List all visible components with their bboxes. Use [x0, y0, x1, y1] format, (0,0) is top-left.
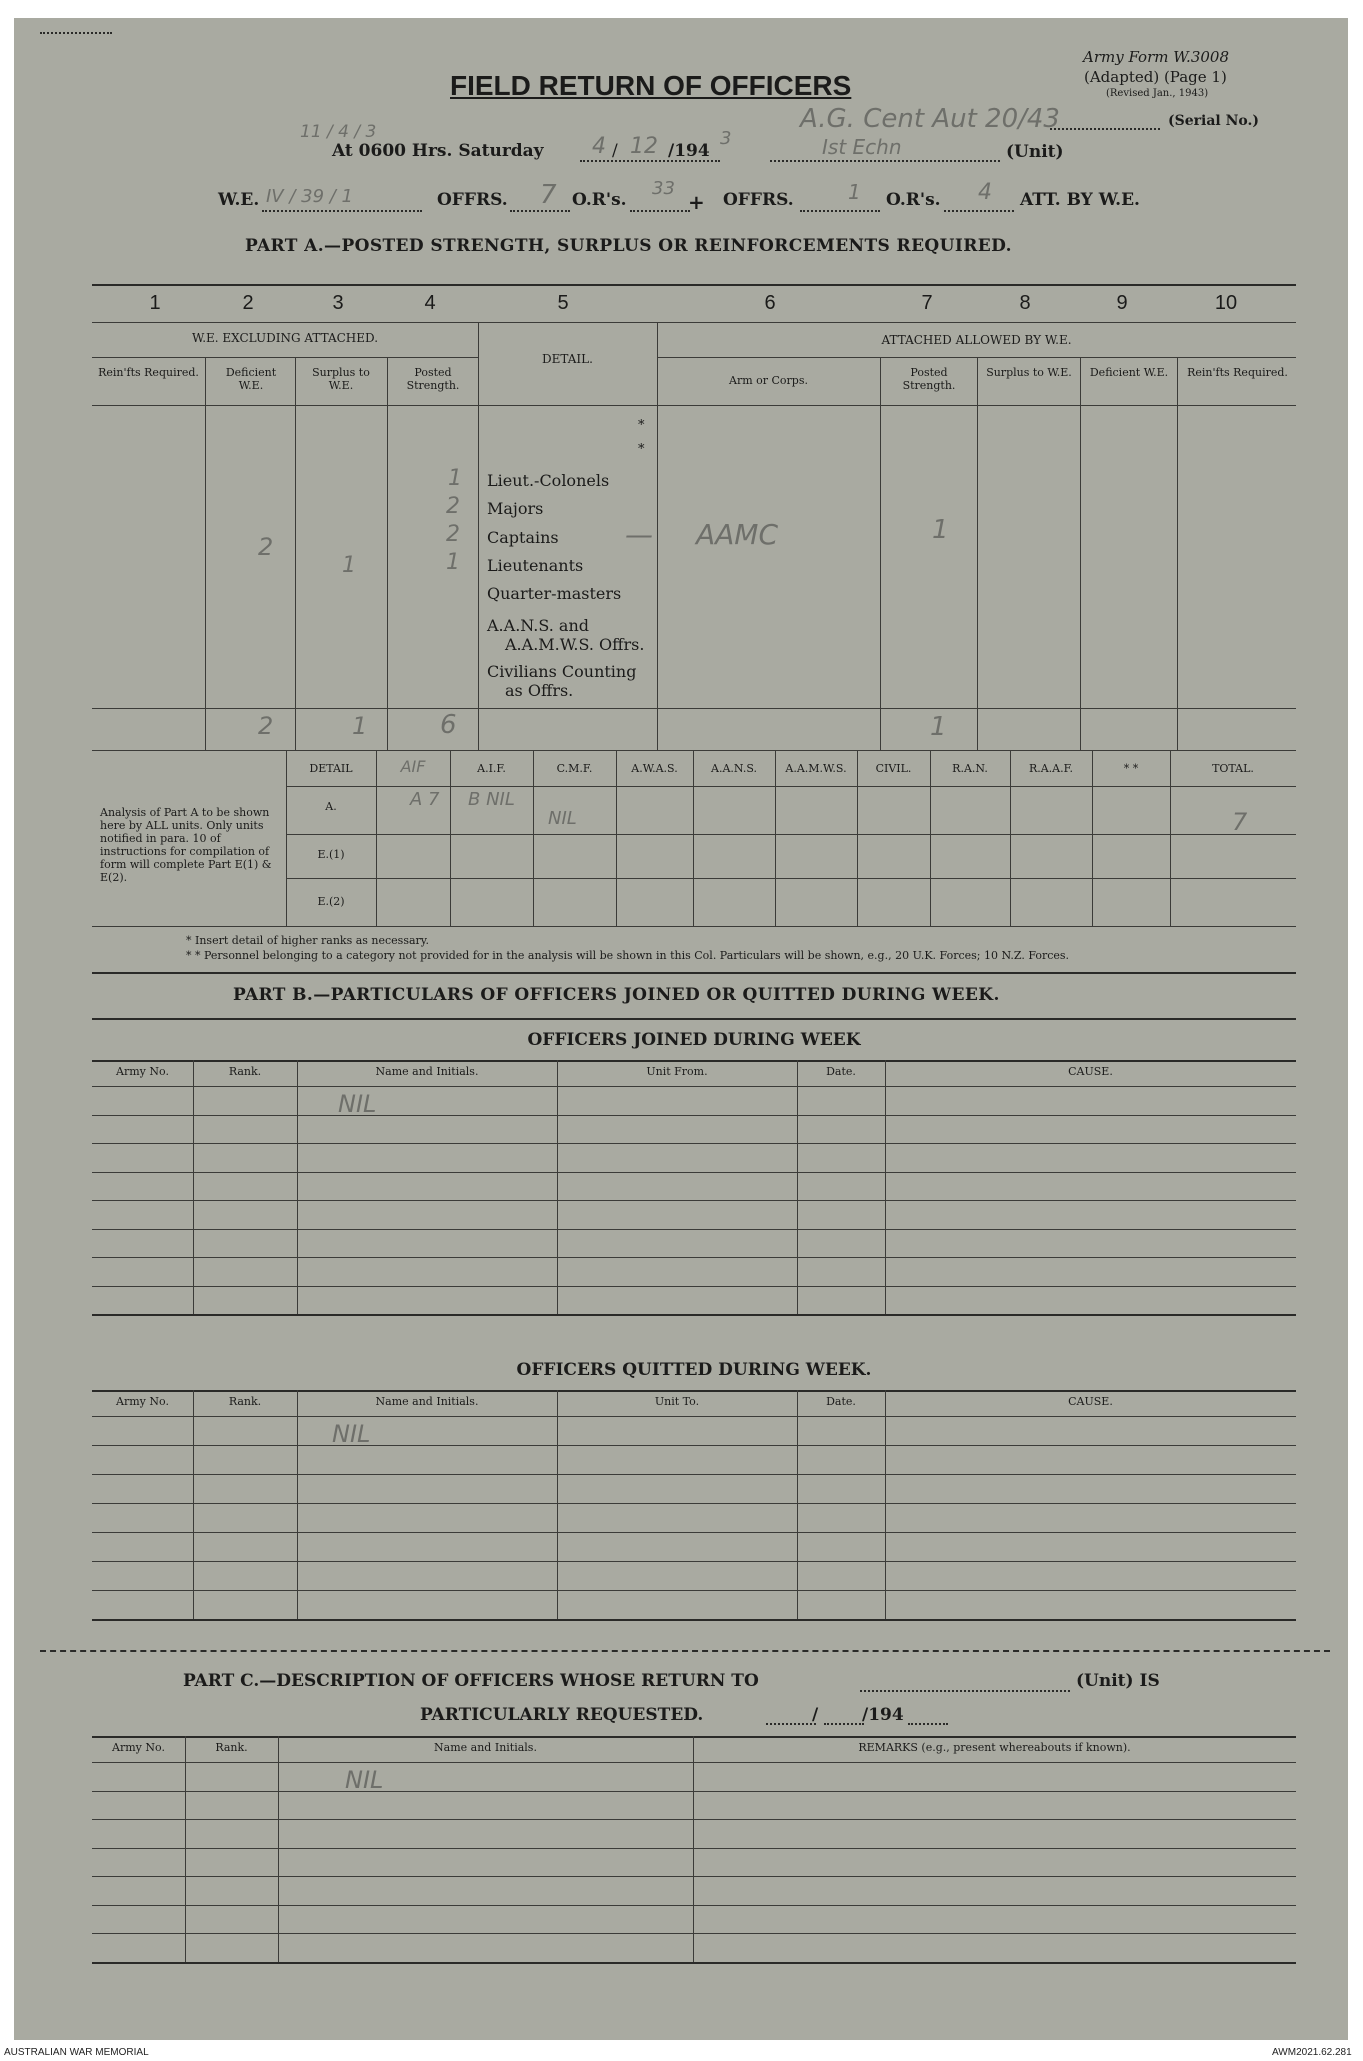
detail-header: DETAIL.: [542, 352, 593, 366]
ors2-value: 4: [978, 180, 992, 205]
col-number-5: 5: [557, 292, 569, 314]
unit-label: (Unit): [1006, 142, 1064, 162]
analysis-header-9: R.A.A.F.: [1028, 762, 1074, 775]
star-2: *: [638, 442, 645, 457]
header-att-posted-strength: Posted Strength.: [902, 366, 956, 392]
joined-table-header-0: Army No.: [116, 1065, 169, 1078]
header-reinfts-required: Rein'fts Required.: [98, 366, 199, 379]
header-surplus-we: Surplus to W.E.: [312, 366, 370, 392]
analysis-header-4: A.W.A.S.: [631, 762, 678, 775]
page-title: FIELD RETURN OF OFFICERS: [450, 70, 852, 101]
attached-allowed-by-we: ATTACHED ALLOWED BY W.E.: [881, 333, 1072, 347]
part-c-line1: PART C.—DESCRIPTION OF OFFICERS WHOSE RETURN TO: [183, 1671, 759, 1691]
hw-analysis-aif2: B NIL: [468, 789, 515, 810]
offrs-value: 7: [540, 180, 557, 210]
hw-total-deficient: 2: [258, 712, 274, 740]
unit-handwritten-2: Ist Echn: [822, 135, 902, 159]
hw-deficient: 2: [258, 533, 274, 561]
col-number-9: 9: [1116, 292, 1128, 314]
hw-total-posted: 6: [440, 710, 457, 740]
analysis-note: Analysis of Part A to be shown here by ALL units. Only units notified in para. 10 of instructions for compilation of form will complete Part E(1) & E(2).: [100, 806, 272, 884]
date-day: 4: [592, 134, 606, 159]
analysis-header-3: C.M.F.: [556, 762, 593, 775]
analysis-header-11: TOTAL.: [1212, 762, 1254, 775]
partc-table-header-3: REMARKS (e.g., present whereabouts if known).: [858, 1741, 1131, 1754]
analysis-header-10: * *: [1123, 762, 1139, 775]
ors2-label: O.R's.: [886, 190, 941, 210]
col-number-2: 2: [242, 292, 254, 314]
header-att-deficient-we: Deficient W.E.: [1089, 366, 1169, 379]
rank-civilians: Civilians Counting: [487, 662, 637, 681]
rank-captains: Captains: [487, 528, 559, 547]
analysis-header-7: CIVIL.: [875, 762, 912, 775]
serial-label: (Serial No.): [1168, 113, 1259, 129]
hw-arm-corps: AAMC: [696, 518, 779, 551]
partc-table-nil: NIL: [345, 1766, 384, 1794]
army-form-label: Army Form W.3008: [1083, 48, 1229, 66]
date-year: /194: [668, 141, 710, 161]
part-c-line2: PARTICULARLY REQUESTED.: [420, 1705, 704, 1725]
footnote-1: * Insert detail of higher ranks as necessary.: [186, 934, 430, 947]
footer-right: AWM2021.62.281: [1272, 2047, 1352, 2058]
analysis-header-1: AIF: [400, 757, 426, 776]
we-value: IV / 39 / 1: [266, 186, 353, 207]
quitted-table-header-1: Rank.: [228, 1395, 262, 1408]
joined-table-header-5: CAUSE.: [1068, 1065, 1113, 1078]
rank-quarter-masters: Quarter-masters: [487, 584, 622, 603]
footer-left: AUSTRALIAN WAR MEMORIAL: [4, 2047, 149, 2058]
tear-line: [40, 1650, 1330, 1652]
rank-aamws: A.A.M.W.S. Offrs.: [505, 635, 645, 654]
ors-value: 33: [652, 178, 675, 199]
hw-arm-line: —: [625, 518, 653, 551]
unit-handwritten: A.G. Cent Aut 20/43: [800, 104, 1060, 134]
quitted-table-header-5: CAUSE.: [1068, 1395, 1113, 1408]
header-att-surplus-we: Surplus to W.E.: [986, 366, 1072, 379]
partc-table-header-1: Rank.: [215, 1741, 248, 1754]
hw-total-arm-posted: 1: [930, 712, 947, 742]
quitted-title: OFFICERS QUITTED DURING WEEK.: [516, 1360, 872, 1380]
att-by-we: ATT. BY W.E.: [1020, 190, 1140, 210]
quitted-table-header-0: Army No.: [116, 1395, 169, 1408]
col-number-10: 10: [1214, 292, 1238, 314]
col-number-7: 7: [921, 292, 933, 314]
army-form-adapted: (Adapted) (Page 1): [1084, 68, 1227, 86]
quitted-table-header-2: Name and Initials.: [375, 1395, 479, 1408]
joined-table-header-4: Date.: [826, 1065, 856, 1078]
hw-surplus: 1: [342, 553, 356, 578]
part-c-year: /194: [862, 1705, 904, 1725]
analysis-row-e1: E.(1): [317, 848, 345, 861]
header-posted-strength: Posted Strength.: [406, 366, 460, 392]
unit-line: [770, 160, 1000, 162]
joined-title: OFFICERS JOINED DURING WEEK: [527, 1030, 861, 1050]
hw-total-surplus: 1: [352, 712, 368, 740]
hw-posted-lieutenants: 1: [446, 550, 460, 575]
col-number-8: 8: [1019, 292, 1031, 314]
rank-lieut-colonels: Lieut.-Colonels: [487, 471, 610, 490]
army-form-revised: (Revised Jan., 1943): [1106, 88, 1209, 99]
date-year-hw: 3: [720, 128, 732, 149]
analysis-header-5: A.A.N.S.: [711, 762, 757, 775]
quitted-table-header-4: Date.: [826, 1395, 856, 1408]
hw-posted-majors: 2: [446, 494, 460, 519]
hw-analysis-cmf: NIL: [548, 808, 577, 829]
offrs2-label: OFFRS.: [723, 190, 794, 210]
rank-aans: A.A.N.S. and: [487, 616, 589, 635]
analysis-row-a: A.: [325, 800, 337, 813]
col-number-4: 4: [424, 292, 436, 314]
col-number-6: 6: [764, 292, 776, 314]
hw-posted-captains: 2: [446, 522, 460, 547]
col-number-1: 1: [149, 292, 161, 314]
hw-analysis-aif: A 7: [410, 789, 440, 810]
plus-sign: +: [688, 190, 705, 214]
header-att-reinfts-required: Rein'fts Required.: [1187, 366, 1288, 379]
rank-lieutenants: Lieutenants: [487, 556, 584, 575]
we-line: [262, 210, 422, 212]
we-label: W.E.: [218, 190, 260, 210]
quitted-table-nil: NIL: [332, 1420, 371, 1448]
star-1: *: [638, 418, 645, 433]
analysis-header-8: R.A.N.: [952, 762, 988, 775]
offrs-label: OFFRS.: [437, 190, 508, 210]
we-excluding-attached: W.E. EXCLUDING ATTACHED.: [191, 331, 379, 345]
header-arm-or-corps: Arm or Corps.: [729, 374, 808, 387]
joined-table-header-2: Name and Initials.: [375, 1065, 479, 1078]
analysis-row-e2: E.(2): [317, 895, 345, 908]
rank-as-offrs: as Offrs.: [505, 681, 574, 700]
part-a-title: PART A.—POSTED STRENGTH, SURPLUS OR REINFORCEMENTS REQUIRED.: [245, 236, 1012, 256]
joined-table-header-3: Unit From.: [646, 1065, 708, 1078]
footnote-2: * * Personnel belonging to a category not provided for in the analysis will be shown in this Col. Particulars will be shown, e.g., 20 U.K. Forces; 10 N.Z. Forces.: [186, 949, 1070, 962]
date-month: 12: [630, 134, 658, 159]
perforation-mark: [40, 32, 112, 34]
joined-table-nil: NIL: [338, 1090, 377, 1118]
analysis-header-6: A.A.M.W.S.: [785, 762, 847, 775]
serial-line: [1050, 128, 1160, 130]
col-number-3: 3: [332, 292, 344, 314]
we-above: 11 / 4 / 3: [300, 122, 377, 142]
part-b-title: PART B.—PARTICULARS OF OFFICERS JOINED OR QUITTED DURING WEEK.: [233, 985, 1000, 1005]
rank-majors: Majors: [487, 499, 544, 518]
hw-posted-ltcol: 1: [448, 466, 462, 491]
analysis-header-0: DETAIL: [309, 762, 353, 775]
analysis-header-2: A.I.F.: [477, 762, 506, 775]
hw-arm-posted: 1: [932, 515, 949, 545]
header-deficient-we: Deficient W.E.: [225, 366, 277, 392]
partc-table-header-0: Army No.: [112, 1741, 165, 1754]
quitted-table-header-3: Unit To.: [654, 1395, 700, 1408]
at-hours-label: At 0600 Hrs. Saturday: [332, 141, 544, 161]
joined-table-header-1: Rank.: [228, 1065, 262, 1078]
offrs2-value: 1: [848, 180, 861, 204]
partc-table-header-2: Name and Initials.: [434, 1741, 537, 1754]
part-c-unit-is: (Unit) IS: [1076, 1671, 1160, 1691]
ors-label: O.R's.: [572, 190, 627, 210]
hw-analysis-total: 7: [1232, 808, 1248, 836]
